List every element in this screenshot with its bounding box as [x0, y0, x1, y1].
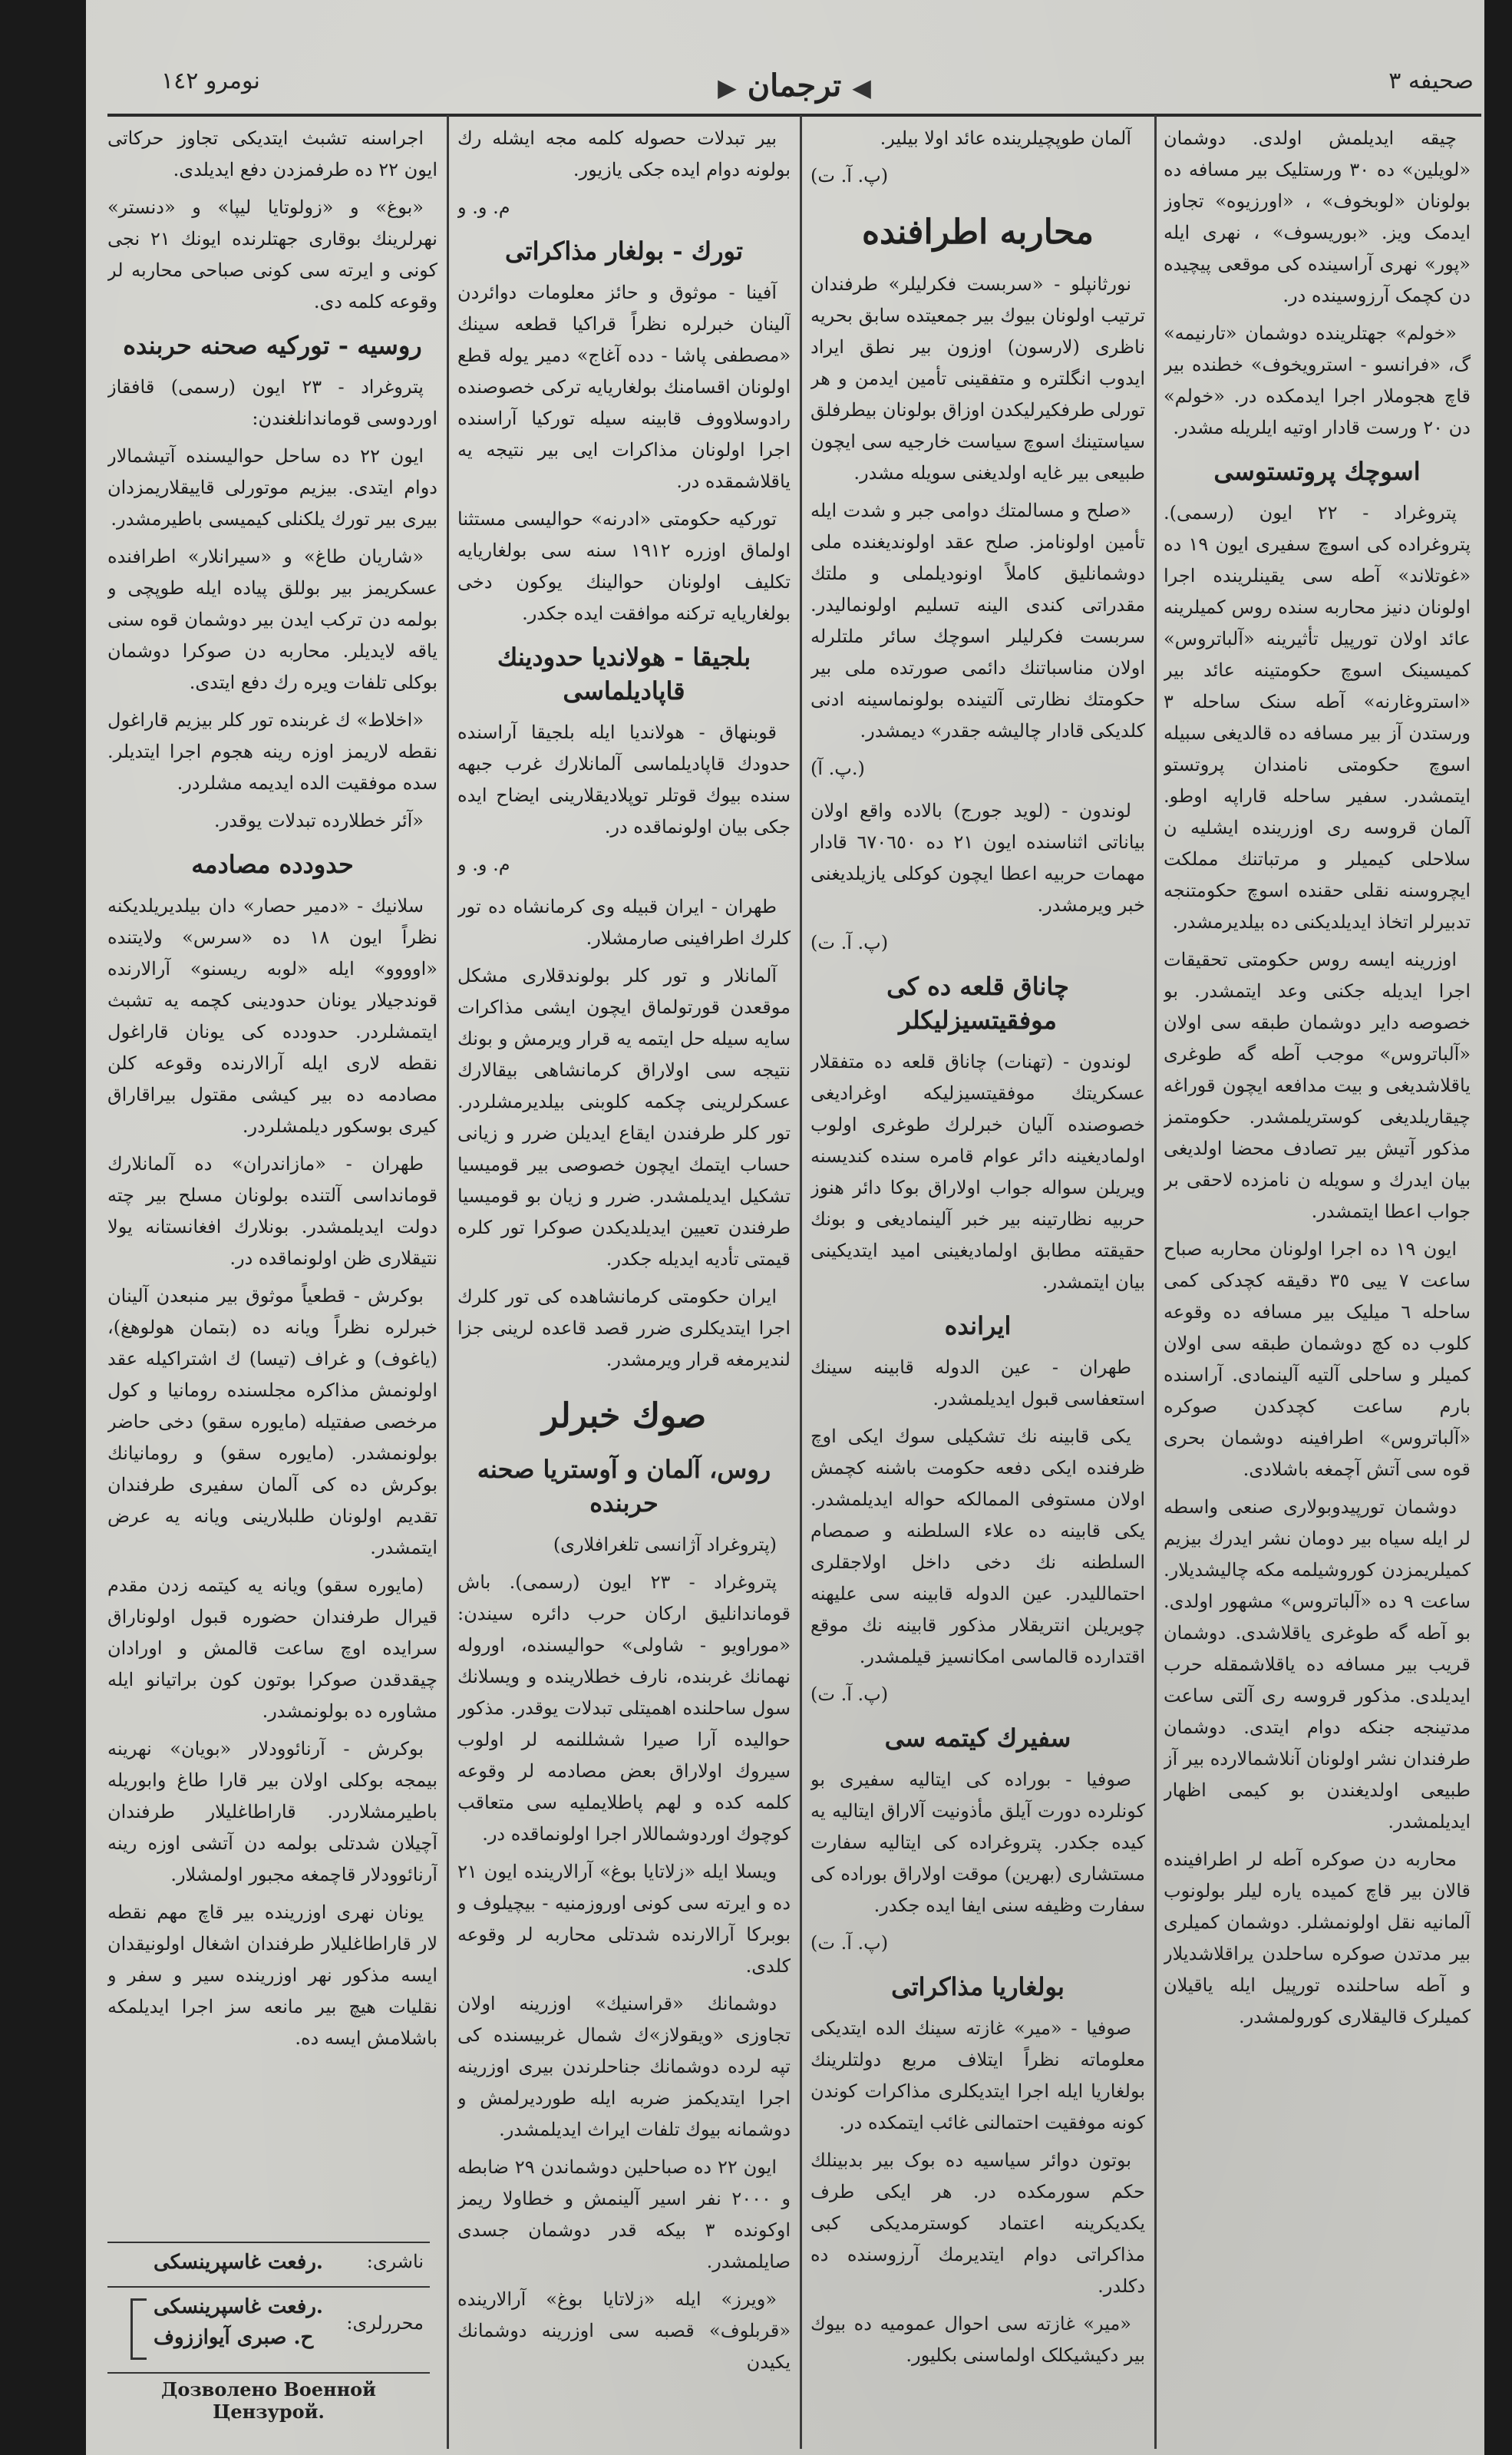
masthead	[107, 2242, 430, 2423]
agency-signature: م. و. و	[457, 854, 510, 875]
article-paragraph: لوندون - (تهنات) چاناق قلعه ده متفقلار عسکریتك موفقیتسیزلیکه اوغرادیغی خصوصنده آلیان خبرلرك طوغری اولوب اولمادیغینه دائر عوام قامره سنده کندیسنه ویریلن سواله جواب اولاراق بوکا دائر هنوز حربیه نظارتینه بیر خبر آلینمادیغی و بونك حقیقته مطابق اولمادیغینی امید ایتدیکینی بیان ایتمشدر.	[810, 1051, 1145, 1293]
publisher-row	[107, 2242, 430, 2288]
column-1	[1164, 123, 1471, 2410]
article-heading: محاربه اطرافنده	[862, 213, 1094, 252]
article-paragraph: چیقه ایدیلمش اولدی. دوشمان «لویلین» ده ٣٠ ورستلیک بیر مسافه ده بولونان «لوبخوف» ، «اورزیوه» تجاوز ایدمک ویز. «بوریسوف» ، نهری ایله «پور» نهری آراسینده کی موقعی پیچیده دن کچمک آرزوسینده در.	[1164, 127, 1471, 306]
article-paragraph: «خولم» جهتلرینده دوشمان «تارنیمه» گ، «فرانسو - استرویخوف» خطنده بیر قاچ هجوملار اجرا ایدمکده در. «خولم» دن ٢٠ ورست قادار اوتیه ایلریله مشدر.	[1164, 322, 1471, 438]
article-paragraph: نورثانپلو - «سربست فکرلیلر» طرفندان ترتیب اولونان بیوك بیر جمعیتده سابق بحریه ناظری (لارسون) اوزون بیر نطق ایراد ایدوب انگلتره و متفقینی تأمین ایدمن و هر تورلی طرفکیرلیکدن اوزاق بولونان بیطرفلق سیاستینك اسوچ سیاست خارجیه سی ایچون طبیعی بیر غایه اولدیغنی سویله مشدر.	[810, 273, 1145, 484]
censorship-note: Дозволено Военной Цензурой.	[107, 2372, 430, 2423]
article-heading: حدودده مصادمه	[191, 850, 354, 879]
article-paragraph: قوبنهاق - هولاندیا ایله بلجیقا آراسنده حدودك قاپادیلماسی آلمانلارك غرب جبهه سنده بیوك قوتلر توپلادیقلارینی ایضاح ایده جکی بیان اولونماقده در.	[457, 722, 791, 838]
article-paragraph: صوفیا - «میر» غازته سینك الده ایتدیکی معلوماته نظراً ایتلاف مربع دولتلرینك بولغاریا ایله اجرا ایتدیکلری مذاکرات کوندن کونه موفقیت احتمالنی غائب ایتمکده در.	[810, 2017, 1145, 2133]
article-paragraph: ایون ٢٢ ده ساحل حوالیسنده آتیشمالار دوام ایتدی. بیزیم موتورلی قاییقلاریمزدان بیری بیر تورك یلکنلی کیمیسی باطیرمشدر.	[107, 445, 437, 530]
column-3	[457, 123, 791, 2410]
article-heading: روس، آلمان و آوستریا صحنه حربنده	[477, 1455, 771, 1518]
article-paragraph: ویسلا ایله «زلاتایا بوغ» آرالارینده ایون ٢١ ده و ایرته سی کونی اوروزمنیه - بیچیلوف و بوبرکا آرالارنده شدتلی محاربه لر وقوعه کلدی.	[457, 1861, 791, 1977]
article-paragraph: «ویرز» ایله «زلاتایا بوغ» آرالارینده «قربلوف» قصبه سی اوزرینه دوشمانك یکیدن	[457, 2288, 791, 2373]
article-paragraph: دوشمانك «قراسنیك» اوزرینه اولان تجاوزی «ویقولاز»ك شمال غربیسنده کی تپه لرده دوشمانك جناحلرندن بیری اوزرینه اجرا ایتدیکمز ضربه ایله طوردیرلمش و دوشمانه بیوك تلفات ایراث ایدیلمشدر.	[457, 1993, 791, 2140]
article-paragraph: ایران حکومتی کرمانشاهده کی تور کلرك اجرا ایتدیکلری ضرر قصد قاعده لرینی جزا لندیرمغه قرار ویرمشدر.	[457, 1286, 791, 1370]
article-paragraph: سلانیك - «دمیر حصار» دان بیلدیریلدیکنه نظراً ایون ١٨ ده «سرس» ولایتنده «اوووو» ایله «لوبه ریسنو» آرالارنده قوندجیلار یونان حدودینی کچمه یه تشبث ایتمشلردر. حدودده کی یونان قاراغول نقطه لاری ایله آرالارنده وقوعه کلن مصادمه ده بیر کیشی مقتول بیراقاراق کیری بوسکور دیلمشلردر.	[107, 895, 437, 1137]
article-paragraph: صوفیا - بوراده کی ایتالیه سفیری بو کونلرده دورت آیلق مأذونیت آلاراق ایتالیه یه کیده جکدر. پتروغراده کی ایتالیه سفارت مستشاری (بهرین) موقت اولاراق بوراده کی سفارت وظیفه سنی ایفا ایده جکدر.	[810, 1769, 1145, 1916]
article-heading: ایرانده	[944, 1311, 1012, 1340]
article-paragraph: «اخلاط» ك غربنده تور کلر بیزیم قاراغول نقطه لاریمز اوزه رینه هجوم اجرا ایتدیلر. سده موفقیت الده ایدیمه مشلردر.	[107, 709, 437, 794]
editor-name-1: رفعت غاسپرینسکی.	[154, 2295, 323, 2318]
article-paragraph: لوندون - (لوید جورج) بالاده واقع اولان بیاناتی اثناسنده ایون ٢١ ده ٦٧٠٦٥٠ قادار مهمات حربیه اعطا ایچون کوکلی یازیلدیغنی خبر ویرمشدر.	[810, 800, 1145, 916]
article-paragraph: بیر تبدلات حصوله کلمه مجه ایشله رك بولونه دوام ایده جکی یازیور.	[457, 127, 791, 180]
publisher-label: ناشری:	[366, 2251, 424, 2272]
article-paragraph: پتروغراد - ٢٣ ایون (رسمی). باش قوماندانلیق ارکان حرب دائره سیندن: «موراویو - شاولی» حوالیسنده، اوروله نهمانك غربنده، نارف خطلارینده و ویسلانك سول ساحلنده اهمیتلی تبدلات یوقدر. مذکور حوالیده آرا صیرا ششللنمه لر اولوب سیروك اولاراق بعض مصادمه لر وقوعه کلمه کده و لهم پاطلایملیه سی متعاقب کوچوك اوردوشماللار اجرا اولونماقده در.	[457, 1571, 791, 1845]
column-divider	[447, 115, 449, 2449]
article-paragraph: (پتروغراد آژانسی تلغرافلاری)	[553, 1534, 777, 1555]
article-paragraph: تورکیه حکومتی «ادرنه» حوالیسی مستثنا اولماق اوزره ١٩١٢ سنه سی بولغاریایه تکلیف اولونان حوالینك یوکون دخی بولغاریایه ترکنه موافقت ایده جکدر.	[457, 508, 791, 624]
article-heading: بولغاریا مذاکراتی	[891, 1972, 1065, 2001]
editors-row	[107, 2295, 430, 2357]
article-paragraph: «آئر خطلارده تبدلات یوقدر.	[213, 810, 424, 831]
article-paragraph: طهران - «مازاندران» ده آلمانلارك قومانداسی آلتنده بولونان مسلح بیر چته دولت ایدیلمشدر. بونلارك افغانستانه یولا نتیقلاری ظن اولونماقده در.	[107, 1153, 437, 1269]
newspaper-title	[718, 68, 871, 104]
editor-name-2: ح. صبری آیواززوف	[154, 2326, 314, 2349]
header-rule	[107, 114, 1481, 117]
article-paragraph: یکی قابینه نك تشکیلی سوك ایکی اوچ ظرفنده ایکی دفعه حکومت باشنه کچمش اولان مستوفی الممالکه حواله ایدیلمشدر. یکی قابینه ده علاء السلطنه و صمصام السلطنه نك دخی داخل اولاجقلری احتماللیدر. عین الدوله قابینه سی علیهنه چویریلن انتریقلار مذکور قابینه نك موقع اقتدارده قالماسی امکانسیز قیلمشدر.	[810, 1426, 1145, 1667]
article-paragraph: «میر» غازته سی احوال عمومیه ده بیوك بیر دکیشیکلک اولماسنی بکلیور.	[810, 2313, 1145, 2366]
article-heading: صوك خبرلر	[541, 1396, 707, 1436]
agency-signature: (پ. آ. ت)	[810, 1683, 889, 1705]
article-heading: چاناق قلعه ده کی موفقیتسیزلیکلر	[886, 972, 1069, 1035]
article-heading: سفیرك کیتمه سی	[884, 1723, 1071, 1753]
article-paragraph: بوکرش - قطعیاً موثوق بیر منبعدن آلینان خبرلره نظراً ویانه ده (بتمان هولوهغ)، (یاغوف) و غراف (تیسا) ك اشتراکیله عقد اولونمش مذاکره مجلسنده رومانیا و کول مرخصی صفتیله (مایوره سقو) دخی حاضر بولونمشدر. (مایوره سقو) و رومانیانك بوکرش ده کی آلمان سفیری طرفندان تقدیم اولونان طلبلارینی ویانه یه عرض ایتمشدر.	[107, 1285, 437, 1558]
editors-bracket	[130, 2298, 147, 2360]
column-divider	[1154, 115, 1157, 2449]
column-4	[107, 123, 437, 2226]
ornament-right-icon: ◀	[852, 73, 871, 102]
agency-signature: (پ. آ.)	[810, 758, 865, 779]
article-paragraph: دوشمان تورپیدوبولاری صنعی واسطه لر ایله سیاه بیر دومان نشر ایدرك بیزیم کمیلریمزدن کوروشیلمه مکه چالیشدیلار. ساعت ٩ ده «آلباتروس» مشهور اولدی. بو آطه گه طوغری یاقلاشدی. دوشمان قریب بیر مسافه ده یاقلاشمقله حرب ایدیلدی. مذکور قروسه ری آلتی ساعت مدتینجه جنکه دوام ایتدی. دوشمان طرفندان نشر اولونان آنلاشمالارده بیر آز طبیعی اولدیغندن بو کیمی اظهار ایدیلمشدر.	[1164, 1496, 1471, 1832]
article-paragraph: آلمانلار و تور کلر بولوندقلاری مشکل موقعدن قورتولماق ایچون ایشی مذاکرات سایه سیله حل ایتمه یه قرار ویرمش و بونك نتیجه سی اولاراق کرمانشاهی بیقالارك عسکرلرینی چکمه کلوبنی بیلدیرمشلردر. تور کلر طرفندن ایقاع ایدیلن ضرر و زیانی حساب ایتمك ایچون خصوصی بیر قومیسیا تشکیل ایدیلمشدر. ضرر و زیان بو قومیسیا طرفندن تعیین ایدیلدیکدن صوکرا تور کلره قیمتی تأدیه ایدیله جکدر.	[457, 965, 791, 1270]
article-paragraph: پتروغراد - ٢٢ ایون (رسمی). پتروغراده کی اسوچ سفیری ایون ١٩ ده «غوتلاند» آطه سی یقینلرینده اجرا اولونان دنیز محاربه سنده روس کمیلرینه عائد اولان تورپیل تأثیرینه «آلباتروس» کمیسینک اسوچ حکومتینه عائد بیر «استروغارنه» آطه سنک ساحله ٣ ورستدن آز بیر مسافه ده قالدیغی سبیله اسوچ حکومتی نامندان پروتستو ایتمشدر. سفیر ساحله قاراپه اوطو. آلمان قروسه ری اوزرینده ایشلیه ن سلاحلی کیمیلر و مرتباتنك مملکت ایچروسنه نقلی حقنده اسوچ حکومتنجه تدبیرلر اتخاذ ایدیلدیکنی ده بیلدیرمشدر.	[1164, 502, 1471, 933]
article-paragraph: طهران - ایران قبیله وی کرمانشاه ده تور کلرك اطرافینی صارمشلار.	[457, 896, 791, 949]
article-heading: اسوچك پروتستوسی	[1213, 457, 1421, 486]
newspaper-title-text: ترجمان	[747, 68, 842, 104]
article-paragraph: «شاریان طاغ» و «سیرانلار» اطرافنده عسکریمز بیر بوللق پیاده ایله طوپچی و بولمه دن ترکب ایدن بیر دوشمان قوه سنی یاقه لایدیلر. محاربه دن صوکرا دوشمان بوکلی تلفات ویره رك دفع ایتدی.	[107, 546, 437, 693]
article-paragraph: بوکرش - آرنائوودلار «بویان» نهرینه بیمجه بوکلی اولان بیر قارا طاغ وابوریله باطیرمشلاردر. قاراطاغلیلار طرفندان آچیلان شدتلی بولمه دن آتشی اوزه رینه آرنائوودلار قاچمغه مجبور اولمشلار.	[107, 1738, 437, 1885]
page-label: صحیفه ٣	[1388, 68, 1474, 94]
column-divider	[800, 115, 802, 2449]
article-heading: بلجیقا - هولاندیا حدودینك قاپادیلماسی	[497, 643, 751, 705]
article-paragraph: اوزرینه ایسه روس حکومتی تحقیقات اجرا ایدیله جکنی وعد ایتمشدر. بو خصوصه دایر دوشمان طبقه سی اولان «آلباتروس» موجب آطه گه طوغری یاقلاشدیغی و بیت مدافعه ایچون قوراغه چیقاریلدیغی کوستریلمشدر. حکومتمز مذکور آتیش بیر تصادف محضا اولدیغی بیان ایدرك و سویله ن نامزده لاحقی بر جواب اعطا ایتمشدر.	[1164, 949, 1471, 1222]
ornament-left-icon: ▶	[718, 73, 737, 102]
article-paragraph: بوتون دوائر سیاسیه ده بوک بیر بدبینلك حکم سورمکده در. هر ایکی طرف یکدیکرینه اعتماد کوسترمدیکی کبی مذاکراتی دوام ایتدیرمك آرزوسنده ده دکلدر.	[810, 2149, 1145, 2297]
article-paragraph: طهران - عین الدوله قابینه سینك استعفاسی قبول ایدیلمشدر.	[810, 1356, 1145, 1409]
agency-signature: (پ. آ. ت)	[810, 932, 889, 953]
editors-label: محررلری:	[346, 2312, 424, 2334]
column-2	[810, 123, 1145, 2410]
article-paragraph: پتروغراد - ٢٣ ایون (رسمی) قافقاز اوردوسی قوماندانلغندن:	[107, 376, 437, 429]
article-paragraph: «صلح و مسالمتك دوامی جبر و شدت ایله تأمین اولونامز. صلح عقد اولوندیغنده ملی دوشمانلیق کاملاً اونودیلملی و ملتك مقدراتی کندی الینه تسلیم اولونمالیدر. سربست فکرلیلر اسوچك سائر ملتلرله اولان مناسباتنك دائمی صورتده ملی بیر حکومتك نظارتی آلتینده بولونماسینه ادنی کلدیکی قادار چالیشه جقدر» دیمشدر.	[810, 500, 1145, 742]
agency-signature: م. و. و	[457, 197, 510, 218]
issue-number: نومرو ١٤٢	[161, 68, 260, 94]
agency-signature: (پ. آ. ت)	[810, 165, 889, 187]
article-paragraph: آلمان طوپچیلرینده عائد اولا بیلیر.	[880, 127, 1131, 149]
agency-signature: (پ. آ. ت)	[810, 1932, 889, 1954]
article-heading: روسیه - تورکیه صحنه حربنده	[123, 331, 422, 360]
page-header	[107, 60, 1481, 114]
article-paragraph: (مایوره سقو) ویانه یه کیتمه زدن مقدم قیرال طرفندان حضوره قبول اولوناراق سرایده اوچ ساعت قالمش و اورادان چیقدقدن صوکرا بوتون کون براتیانو ایله مشاوره ده بولونمشدر.	[107, 1574, 437, 1722]
article-paragraph: ایون ١٩ ده اجرا اولونان محاربه صباح ساعت ٧ ییی ٣٥ دقیقه کچدکی کمی ساحله ٦ میلیک بیر مسافه ده وقوعه کلوب ده کچ دوشمان طبقه سی اولان کمیلر و ساحلی آلتیه آلینمادی. آراسنده بارم ساعت کچدکدن صوکره «آلباتروس» اطرافینه دوشمان بحری قوه سی آتش آچمغه باشلادی.	[1164, 1238, 1471, 1480]
publisher-name: رفعت غاسپرینسکی.	[154, 2251, 323, 2274]
article-paragraph: اجراسنه تشبث ایتدیکی تجاوز حرکاتی ایون ٢٢ ده طرفمزدن دفع ایدیلدی.	[107, 127, 437, 180]
article-heading: تورك - بولغار مذاکراتی	[505, 236, 743, 266]
article-paragraph: «بوغ» و «زولوتایا لیپا» و «دنستر» نهرلرینك بوقاری جهتلرنده ایونك ٢١ نجی کونی و ایرته سی کونی صباحی محاربه لر وقوعه کلمه دی.	[107, 197, 437, 312]
article-paragraph: محاربه دن صوکره آطه لر اطرافینده قالان بیر قاچ کمیده یاره لیلر بولونوب آلمانیه نقل اولونمشلر. دوشمان کمیلری بیر مدتدن صوکره ساحلدن یراقلاشدیلار و آطه ساحلنده تورپیل ایله یاقیلان کمیلرک قالیقلاری کورولمشدر.	[1164, 1849, 1471, 2027]
article-paragraph: یونان نهری اوزرینده بیر قاچ مهم نقطه لار قاراطاغلیلار طرفندان اشغال اولونیقدان ایسه مذکور نهر اوزرینده سیر و سفر و نقلیات هیچ بیر مانعه سز اجرا ایدیلمکه باشلامش ایسه ده.	[107, 1902, 437, 2049]
article-paragraph: آفینا - موثوق و حائز معلومات دوائردن آلینان خبرلره نظراً قراکیا قطعه سینك «مصطفی پاشا - دده آغاج» دمیر یوله قطع اولونان اقسامنك بولغاریایه ترکی خصوصنده رادوسلاووف قابینه سیله تورکیا آراسنده اجرا اولونان مذاکرات ایی بیر نتیجه یه یاقلاشمقده در.	[457, 282, 791, 492]
article-paragraph: ایون ٢٢ ده صباحلین دوشماندن ٢٩ ضابطه و ٢٠٠٠ نفر اسیر آلینمش و خطاولا ریمز اوکونده ٣ بیکه قدر دوشمان جسدی صایلمشدر.	[457, 2156, 791, 2272]
